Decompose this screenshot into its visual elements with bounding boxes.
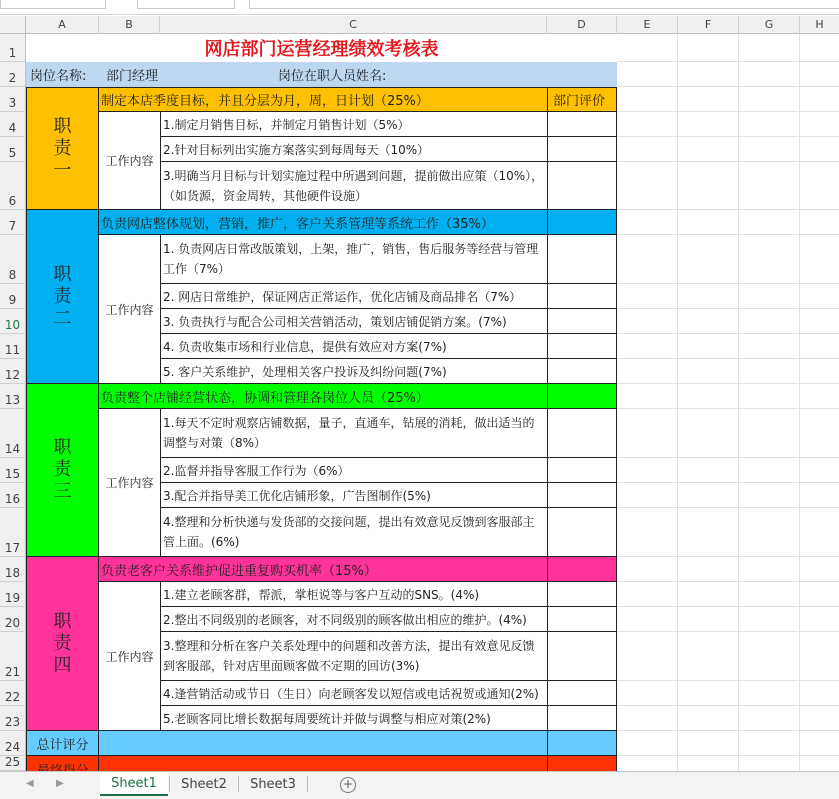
gridline <box>617 308 839 309</box>
gridline <box>617 333 839 334</box>
gridline <box>799 34 800 771</box>
duty-3-item-2-eval[interactable] <box>547 457 617 483</box>
row-header[interactable]: 19 <box>0 582 26 607</box>
position-label: 岗位名称: <box>30 69 87 84</box>
row-header[interactable]: 6 <box>0 162 26 210</box>
row-header[interactable]: 13 <box>0 384 26 409</box>
select-all-corner[interactable] <box>0 16 26 34</box>
column-header-g[interactable]: G <box>739 16 800 34</box>
duty-1-item-2-eval[interactable] <box>547 136 617 162</box>
duty-4-item-4-eval[interactable] <box>547 680 617 706</box>
duty-3-header[interactable]: 负责整个店铺经营状态，协调和管理各岗位人员（25%） <box>98 383 548 409</box>
sheet-title[interactable]: 网店部门运营经理绩效考核表 <box>204 39 439 60</box>
row-header[interactable]: 18 <box>0 557 26 582</box>
duty-3-item-4[interactable]: 4.整理和分析快递与发货部的交接问题，提出有效意见反馈到客服部主管上面。(6%) <box>160 507 548 557</box>
duty-2-item-5[interactable]: 5. 客户关系维护，处理相关客户投诉及纠纷问题(7%) <box>160 358 548 384</box>
gridline <box>617 507 839 508</box>
row-header[interactable]: 23 <box>0 706 26 731</box>
duty-2-item-3-eval[interactable] <box>547 308 617 334</box>
duty-2-item-4[interactable]: 4. 负责收集市场和行业信息，提供有效应对方案(7%) <box>160 333 548 359</box>
duty-4-item-5-eval[interactable] <box>547 705 617 731</box>
row-header[interactable]: 17 <box>0 508 26 557</box>
row-header[interactable]: 14 <box>0 409 26 458</box>
duty-4-item-4[interactable]: 4.逢营销活动或节日（生日）向老顾客发以短信或电话祝贺或通知(2%) <box>160 680 548 706</box>
duty-2-label-cell[interactable] <box>26 209 99 384</box>
gridline <box>617 86 839 87</box>
duty-3-item-1-eval[interactable] <box>547 408 617 458</box>
duty-1-item-1-eval[interactable] <box>547 111 617 137</box>
final-score-label-cell[interactable] <box>26 755 99 771</box>
tab-sheet1[interactable]: Sheet1 <box>100 772 168 796</box>
add-sheet-icon[interactable]: + <box>340 777 356 793</box>
duty-2-item-3[interactable]: 3. 负责执行与配合公司相关营销活动，策划店铺促销方案。(7%) <box>160 308 548 334</box>
duty-2-item-2[interactable]: 2. 网店日常维护，保证网店正常运作，优化店铺及商品排名（7%） <box>160 283 548 309</box>
duty-4-label-cell[interactable] <box>26 556 99 731</box>
column-header-h[interactable]: H <box>800 16 839 34</box>
duty-4-label: 职 责 四 <box>53 610 72 676</box>
row-header[interactable]: 24 <box>0 731 26 756</box>
gridline <box>617 755 839 756</box>
duty-4-item-2[interactable]: 2.整出不同级别的老顾客，对不同级别的顾客做出相应的维护。(4%) <box>160 606 548 632</box>
dept-eval-header[interactable]: 部门评价 <box>547 87 617 112</box>
row-header[interactable]: 25 <box>0 756 26 771</box>
row-header[interactable]: 4 <box>0 112 26 137</box>
duty-2-item-1-eval[interactable] <box>547 234 617 284</box>
duty-1-item-3-eval[interactable] <box>547 161 617 210</box>
sheet-tab-bar <box>0 771 839 799</box>
gridline <box>617 482 839 483</box>
gridline <box>617 457 839 458</box>
gridline <box>617 61 839 62</box>
formula-input[interactable] <box>249 0 839 9</box>
gridline <box>617 111 839 112</box>
duty-1-item-3[interactable]: 3.明确当月目标与计划实施过程中所遇到问题，提前做出应策（10%），（如货源，资金周转，其他硬件设施） <box>160 161 548 210</box>
gridline <box>617 705 839 706</box>
duty-4-item-5[interactable]: 5.老顾客同比增长数据每周要统计并做与调整与相应对策(2%) <box>160 705 548 731</box>
duty-2-item-2-eval[interactable] <box>547 283 617 309</box>
row-header[interactable]: 3 <box>0 87 26 112</box>
total-score-label[interactable]: 总计评分 <box>26 730 99 756</box>
gridline <box>617 631 839 632</box>
duty-1-label: 职 责 一 <box>53 115 72 181</box>
gridline <box>617 408 839 409</box>
position-row[interactable] <box>26 62 617 87</box>
gridline <box>617 161 839 162</box>
duty-3-item-1[interactable]: 1.每天不定时观察店铺数据，量子，直通车，钻展的消耗，做出适当的调整与对策（8%） <box>160 408 548 458</box>
position-value: 部门经理 <box>106 69 159 84</box>
gridline <box>617 136 839 137</box>
tab-scroll-right-icon[interactable]: ▶ <box>56 778 64 789</box>
duty-4-item-1-eval[interactable] <box>547 581 617 607</box>
row-header[interactable]: 2 <box>0 62 26 87</box>
column-header-c[interactable]: C <box>160 16 547 34</box>
row-header[interactable]: 11 <box>0 334 26 359</box>
gridline <box>617 283 839 284</box>
duty-3-label: 职 责 三 <box>53 437 72 502</box>
work-content-label-3[interactable]: 工作内容 <box>98 408 161 557</box>
duty-4-header[interactable]: 负责老客户关系维护促进重复购买机率（15%） <box>98 556 548 582</box>
duty-1-item-1[interactable]: 1.制定月销售目标，并制定月销售计划（5%） <box>160 111 548 137</box>
duty-4-item-2-eval[interactable] <box>547 606 617 632</box>
gridline <box>617 730 839 731</box>
total-score-value[interactable] <box>98 730 548 756</box>
gridline <box>617 581 839 582</box>
duty-1-label-cell[interactable] <box>26 87 99 210</box>
row-header[interactable]: 15 <box>0 458 26 483</box>
tab-sheet2[interactable]: Sheet2 <box>181 776 227 792</box>
duty-3-item-3-eval[interactable] <box>547 482 617 508</box>
work-content-label-2[interactable]: 工作内容 <box>98 234 161 384</box>
duty-1-item-2[interactable]: 2.针对目标列出实施方案落实到每周每天（10%） <box>160 136 548 162</box>
column-header-b[interactable]: B <box>99 16 160 34</box>
duty-2-label: 职 责 二 <box>53 263 72 329</box>
duty-3-item-4-eval[interactable] <box>547 507 617 557</box>
function-box[interactable] <box>137 0 235 9</box>
total-score-eval[interactable] <box>547 730 617 756</box>
row-header[interactable]: 16 <box>0 483 26 508</box>
row-header[interactable]: 20 <box>0 607 26 632</box>
duty-4-item-1[interactable]: 1.建立老顾客群，帮派，掌柜说等与客户互动的SNS。(4%) <box>160 581 548 607</box>
column-header-f[interactable]: F <box>678 16 739 34</box>
gridline <box>738 34 739 771</box>
duty-2-item-4-eval[interactable] <box>547 333 617 359</box>
row-header[interactable]: 1 <box>0 34 26 62</box>
gridline <box>617 680 839 681</box>
column-header-e[interactable]: E <box>617 16 678 34</box>
row-header[interactable]: 22 <box>0 681 26 706</box>
column-header-a[interactable]: A <box>26 16 99 34</box>
duty-4-item-3-eval[interactable] <box>547 631 617 681</box>
formula-bar-area <box>0 0 839 15</box>
final-score-eval[interactable] <box>547 755 617 771</box>
duty-3-header-eval[interactable] <box>547 383 617 409</box>
row-header[interactable]: 5 <box>0 137 26 162</box>
column-header-d[interactable]: D <box>547 16 617 34</box>
row-header[interactable]: 21 <box>0 632 26 681</box>
row-header[interactable]: 8 <box>0 235 26 284</box>
tab-scroll-left-icon[interactable]: ◀ <box>26 778 34 789</box>
final-score-value[interactable] <box>98 755 548 771</box>
name-box[interactable] <box>0 0 106 9</box>
gridline <box>677 34 678 771</box>
duty-1-header[interactable]: 制定本店季度目标，并且分层为月，周，日计划（25%） <box>98 87 548 112</box>
duty-3-item-3[interactable]: 3.配合并指导美工优化店铺形象，广告图制作(5%) <box>160 482 548 508</box>
gridline <box>617 358 839 359</box>
duty-2-item-1[interactable]: 1. 负责网店日常改版策划，上架，推广，销售，售后服务等经营与管理工作（7%） <box>160 234 548 284</box>
row-header[interactable]: 12 <box>0 359 26 384</box>
row-header-selected[interactable]: 10 <box>0 309 26 334</box>
row-header[interactable]: 7 <box>0 210 26 235</box>
duty-2-header-eval[interactable] <box>547 209 617 235</box>
duty-2-header[interactable]: 负责网店整体规划，营销，推广，客户关系管理等系统工作（35%） <box>98 209 548 235</box>
staff-label: 岗位在职人员姓名: <box>278 69 387 84</box>
duty-3-item-2[interactable]: 2.监督并指导客服工作行为（6%） <box>160 457 548 483</box>
work-content-label-4[interactable]: 工作内容 <box>98 581 161 731</box>
gridline <box>617 606 839 607</box>
gridline <box>617 234 839 235</box>
duty-4-item-3[interactable]: 3.整理和分析在客户关系处理中的问题和改善方法，提出有效意见反馈到客服部，针对店里面顾客做不定期的回访(3%) <box>160 631 548 681</box>
tab-divider <box>307 776 308 792</box>
gridline <box>617 556 839 557</box>
duty-2-item-5-eval[interactable] <box>547 358 617 384</box>
row-header[interactable]: 9 <box>0 284 26 309</box>
gridline <box>617 383 839 384</box>
gridline <box>617 209 839 210</box>
work-content-label-1[interactable]: 工作内容 <box>98 111 161 210</box>
duty-4-header-eval[interactable] <box>547 556 617 582</box>
tab-sheet3[interactable]: Sheet3 <box>250 776 296 792</box>
duty-3-label-cell[interactable] <box>26 383 99 557</box>
